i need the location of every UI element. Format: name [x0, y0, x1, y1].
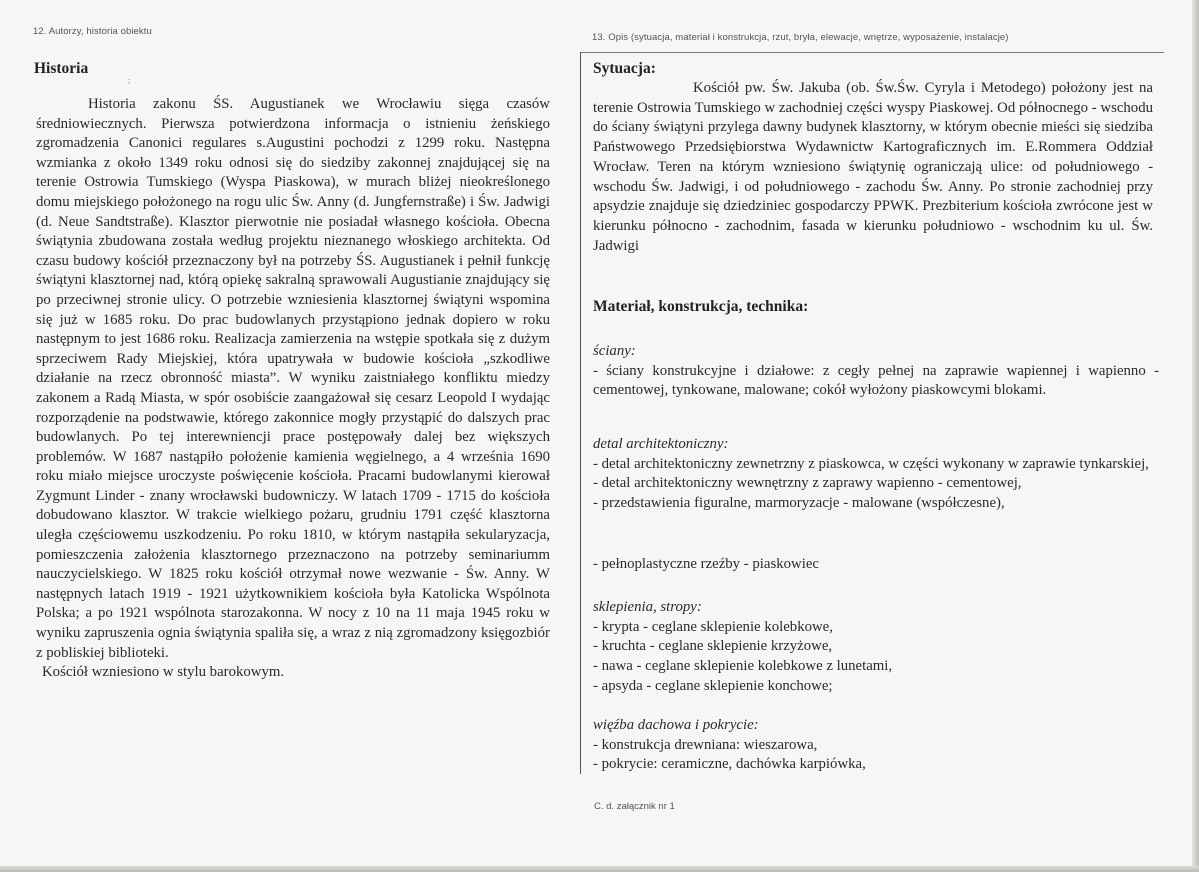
detal-item: - detal architektoniczny zewnetrzny z piaskowca, w części wykonany w zaprawie tynkarskiej, — [593, 455, 1149, 472]
page-edge-bottom — [0, 866, 1199, 872]
footer-note: C. d. załącznik nr 1 — [594, 801, 675, 812]
header-rule — [581, 52, 1164, 53]
sytuacja-paragraph: Kościół pw. Św. Jakuba (ob. Św.Św. Cyryla i Metodego) położony jest na terenie Ostrowia Tumskiego w zachodniej części wyspy Piaskowej. Od północnego - wschodu do ściany świątyni przylega dawny budynek klasztorny, w którym obecnie mieści się siedziba Państwowego Przedsiębiorstwa Wydawnictw Kartograficznych im. E.Rommera Oddział Wrocław. Teren na którym wzniesiono świątynię ograniczają ulice: od południowego - wschodu Św. Jadwigi, i od południowego - zachodu Św. Anny. Po stronie zachodniej przy apsydzie znajduje się dziedziniec gospodarczy PPWK. Prezbiterium kościoła zwrócone jest w kierunku północno - zachodnim, fasada w kierunku południowo - wschodnim ku ul. Św. Jadwigi — [593, 80, 1153, 254]
material-title: Materiał, konstrukcja, technika: — [593, 298, 809, 315]
sytuacja-body — [593, 79, 1153, 256]
wiezba-heading: więźba dachowa i pokrycie: — [593, 717, 759, 733]
sciany-heading: ściany: — [593, 343, 636, 359]
sciany-item: - ściany konstrukcyjne i działowe: z cegły pełnej na zaprawie wapiennej i wapienno - cementowej, tynkowane, malowane; cokół wyłożony piaskowcymi blokami. — [593, 362, 1159, 399]
sciany-group — [593, 342, 1159, 401]
stray-mark: ; — [128, 76, 131, 85]
detal-heading: detal architektoniczny: — [593, 436, 729, 452]
sklepienia-item: - kruchta - ceglane sklepienie krzyżowe, — [593, 638, 833, 655]
sklepienia-group — [593, 598, 1159, 697]
sklepienia-item: - krypta - ceglane sklepienie kolebkowe, — [593, 618, 833, 635]
sklepienia-heading: sklepienia, stropy: — [593, 599, 702, 615]
sklepienia-item: - apsyda - ceglane sklepienie konchowe; — [593, 677, 833, 694]
sytuacja-title: Sytuacja: — [593, 60, 656, 77]
detal-group — [593, 435, 1159, 514]
wiezba-item: - pokrycie: ceramiczne, dachówka karpiówka, — [593, 756, 866, 773]
rzezby-group — [593, 555, 1159, 575]
historia-body — [36, 95, 550, 683]
sklepienia-item: - nawa - ceglane sklepienie kolebkowe z lunetami, — [593, 658, 893, 675]
wiezba-item: - konstrukcja drewniana: wieszarowa, — [593, 736, 818, 753]
detal-item: - detal architektoniczny wewnętrzny z zaprawy wapienno - cementowej, — [593, 475, 1022, 492]
detal-item: - przedstawienia figuralne, marmoryzacje - malowane (współczesne), — [593, 495, 1005, 512]
column-divider — [580, 52, 581, 774]
historia-paragraph: Historia zakonu ŚS. Augustianek we Wrocławiu sięga czasów średniowiecznych. Pierwsza potwierdzona informacja o istnieniu żeńskiego zgromadzenia Canonici regulares s.Augustini pochodzi z 1299 roku. Następna wzmianka z około 1349 roku odnosi się do siedziby zakonnej znajdującej się na terenie Ostrowia Tumskiego (Wyspa Piaskowa), w murach bliżej nieokreślonego domu miejskiego położonego na rogu ulic Św. Anny (d. Jungfernstraße) i Św. Jadwigi (d. Neue Sandtstraße). Klasztor pierwotnie nie posiadał własnego kościoła. Obecna świątynia zbudowana została według projektu nieznanego włoskiego architekta. Od czasu budowy kościół przeznaczony był na potrzeby ŚS. Augustianek i pełnił funkcję świątyni klasztornej nad, którą opiekę sakralną sprawowali Augustianie znajdujący się po przeciwnej stronie ulicy. O potrzebie wzniesienia klasztornej świątyni wspomina się już w 1685 roku. Do prac budowlanych przystąpiono jednak dopiero w roku następnym to jest 1686 roku. Realizacja zamierzenia na wstępie spotkała się z dużym sprzeciwem Rady Miejskiej, która upatrywała w budowie kościoła „szkodliwe działanie na rzecz obronność miasta”. W wyniku zaistniałego konfliktu miedzy zakonem a Radą Miasta, w spór osobiście zaangażował się cesarz Leopold I wydając rozporządenie na podstwawie, którego zakonnice mogły przystąpić do dalszych prac budowlanych. Po tej interewniencji prace postępowały dalej bez większych problemów. W 1687 nastąpiło położenie kamienia węgielnego, a 4 września 1690 roku miało miejsce uroczyste poświęcenie kościoła. Pracami budowlanymi kierował Zygmunt Linder - znany wrocławski budowniczy. W latach 1709 - 1715 do kościoła dobudowano klasztor. W trakcie wielkiego pożaru, grudniu 1791 część klasztorna uległa częściowemu uszkodzeniu. Po roku 1810, w którym nastąpiła sekularyzacja, pomieszczenia założenia klasztornego przeznaczono na potrzeby seminariumm nauczycielskiego. W 1825 roku kościół otrzymał nowe wezwanie - Św. Anny. W następnych latach 1919 - 1921 użytkownikiem kościoła była Katolicka Wspólnota Polska; a po 1921 wspólnota starozakonna. W nocy z 10 na 11 maja 1945 roku w wyniku zapruszenia ognia świątynia spaliła się, a wraz z nią zgromadzony księgozbiór z pobliskiej biblioteki. — [36, 96, 550, 661]
page-edge-right — [1192, 0, 1199, 872]
historia-closing: Kościół wzniesiono w stylu barokowym. — [42, 664, 285, 681]
rzezby-item: - pełnoplastyczne rzeźby - piaskowiec — [593, 556, 819, 572]
historia-title: Historia — [34, 60, 89, 77]
header-left: 12. Autorzy, historia obiektu — [33, 26, 152, 37]
wiezba-group — [593, 716, 1159, 775]
header-right: 13. Opis (sytuacja, materiał i konstrukcja, rzut, bryła, elewacje, wnętrze, wyposażenie, instalacje) — [592, 32, 1009, 43]
